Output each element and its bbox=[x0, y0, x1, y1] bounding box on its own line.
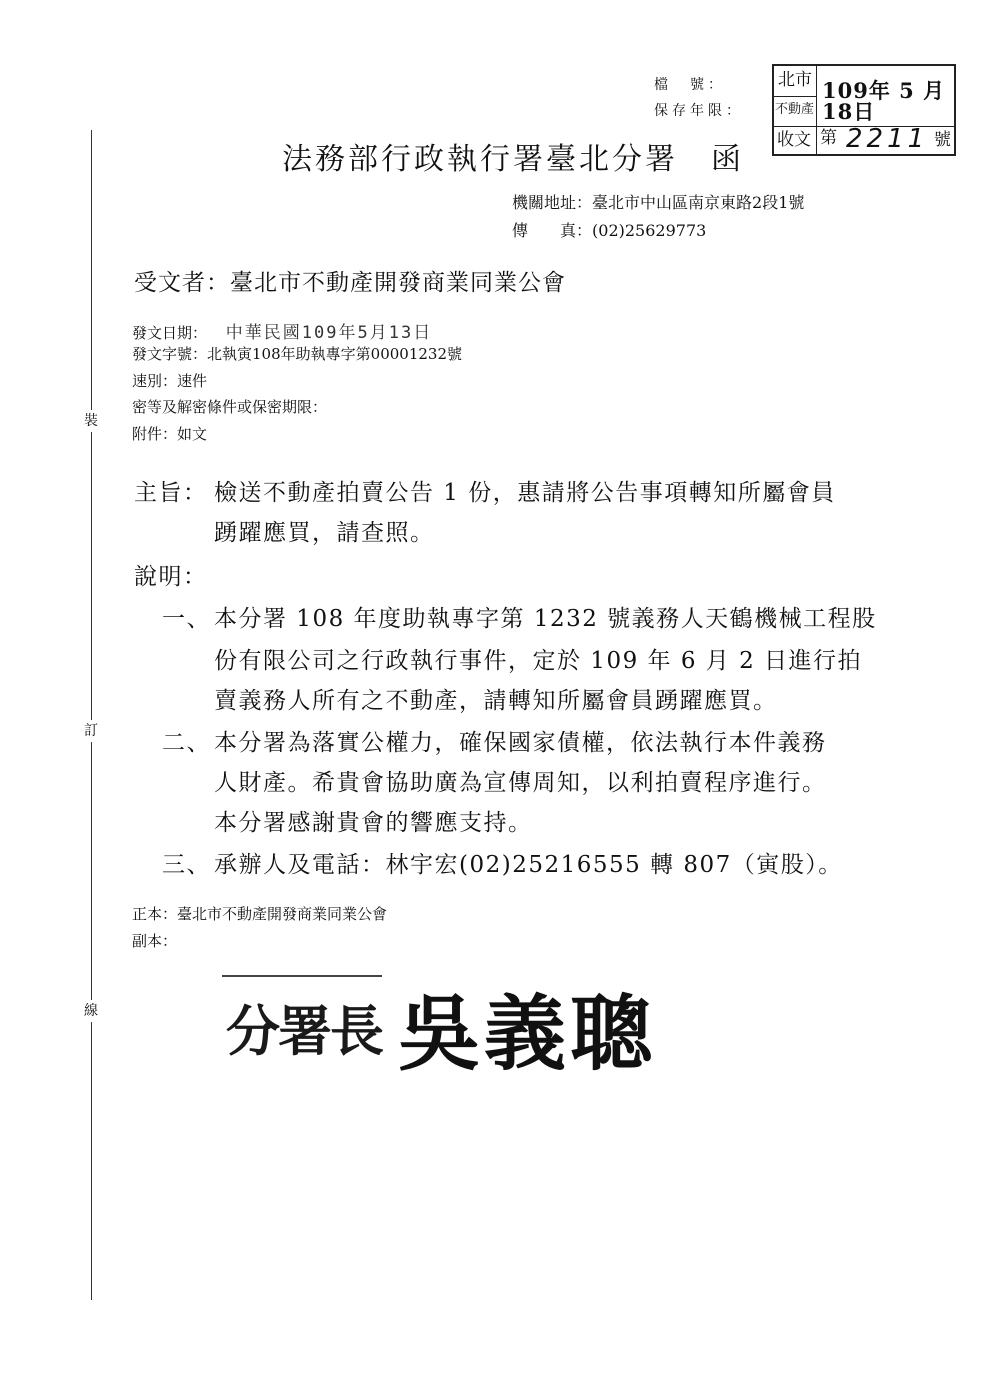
attachment-value: 如文 bbox=[177, 425, 208, 443]
stamp-org-1: 北市 bbox=[778, 70, 812, 90]
explanation-item-1-line-3: 賣義務人所有之不動產，請轉知所屬會員踴躍應買。 bbox=[214, 688, 778, 714]
explanation-item-1-line-1: 本分署 108 年度助執專字第 1232 號義務人天鶴機械工程股 bbox=[214, 606, 877, 632]
signature-rule bbox=[222, 975, 382, 977]
explanation-item-2-num: 二、 bbox=[162, 730, 211, 756]
receipt-stamp bbox=[772, 64, 956, 156]
original-recipient-label: 正本： bbox=[132, 905, 178, 923]
explanation-item-2-line-3: 本分署感謝貴會的響應支持。 bbox=[214, 810, 533, 836]
fax-value: (02)25629773 bbox=[592, 221, 707, 240]
subject-line-2: 踴躍應買，請查照。 bbox=[214, 520, 435, 546]
stamp-org-2: 不動產 bbox=[775, 102, 815, 117]
speed-value: 速件 bbox=[177, 372, 208, 390]
reference-value: 北執寅108年助執專字第00001232號 bbox=[207, 345, 462, 363]
file-number-label: 檔 號： bbox=[654, 77, 726, 93]
retention-period-label: 保存年限： bbox=[654, 103, 744, 119]
fax-label: 傳 真： bbox=[512, 221, 593, 240]
binding-mark-staple: 訂 bbox=[66, 720, 116, 742]
explanation-item-3-line-1: 承辦人及電話：林宇宏(02)25216555 轉 807（寅股）。 bbox=[214, 852, 843, 878]
address-value: 臺北市中山區南京東路2段1號 bbox=[592, 193, 805, 212]
stamp-number-prefix: 第 bbox=[820, 128, 837, 148]
stamp-date: 109年 5 月18日 bbox=[822, 78, 946, 124]
signature-stamp bbox=[222, 978, 702, 1088]
recipient-value: 臺北市不動產開發商業同業公會 bbox=[230, 270, 566, 296]
explanation-label: 說明： bbox=[134, 564, 208, 590]
explanation-item-1-line-2: 份有限公司之行政執行事件，定於 109 年 6 月 2 日進行拍 bbox=[214, 648, 863, 674]
explanation-item-1-num: 一、 bbox=[162, 606, 211, 632]
issue-date-label: 發文日期： bbox=[132, 324, 208, 342]
explanation-item-3-num: 三、 bbox=[162, 852, 211, 878]
stamp-number: 2211 bbox=[846, 124, 929, 154]
recipient-label: 受文者： bbox=[134, 270, 230, 296]
subject-label: 主旨： bbox=[134, 480, 208, 506]
attachment-label: 附件： bbox=[132, 425, 178, 443]
original-recipient-value: 臺北市不動產開發商業同業公會 bbox=[177, 905, 388, 923]
signature-title: 分署長 bbox=[226, 1000, 382, 1063]
address-label: 機關地址： bbox=[512, 193, 593, 212]
binding-mark-bind: 裝 bbox=[66, 410, 116, 432]
document-title: 法務部行政執行署臺北分署 函 bbox=[282, 142, 744, 177]
explanation-item-2-line-1: 本分署為落實公權力，確保國家債權，依法執行本件義務 bbox=[214, 730, 827, 756]
explanation-item-2-line-2: 人財產。希貴會協助廣為宣傳周知，以利拍賣程序進行。 bbox=[214, 770, 827, 796]
issue-date-value: 中華民國109年5月13日 bbox=[225, 323, 433, 343]
reference-label: 發文字號： bbox=[132, 345, 208, 363]
copy-recipient-label: 副本： bbox=[132, 932, 178, 950]
subject-line-1: 檢送不動產拍賣公告 1 份，惠請將公告事項轉知所屬會員 bbox=[214, 480, 836, 506]
binding-mark-line: 線 bbox=[66, 1000, 116, 1022]
secrecy-label: 密等及解密條件或保密期限： bbox=[132, 398, 328, 416]
stamp-number-suffix: 號 bbox=[934, 130, 951, 150]
signature-name: 吳義聰 bbox=[398, 986, 657, 1082]
speed-label: 速別： bbox=[132, 372, 178, 390]
binding-line bbox=[91, 130, 92, 1300]
stamp-received-label: 收文 bbox=[777, 130, 811, 150]
